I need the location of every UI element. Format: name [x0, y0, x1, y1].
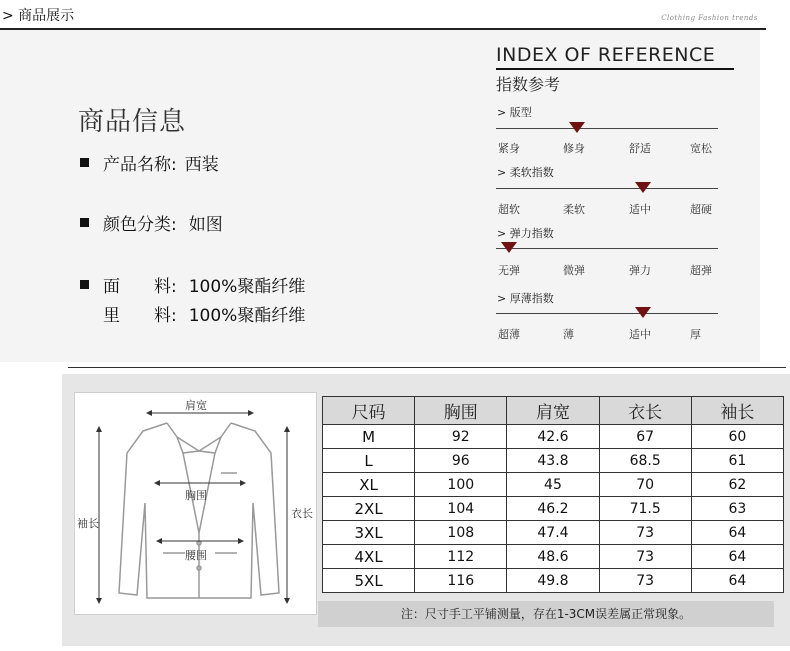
sleeve-label: 袖长 — [77, 517, 99, 530]
scale-marker-icon — [635, 182, 651, 193]
measurement-cell: 48.6 — [507, 545, 599, 569]
scale-tick-label: 超硬 — [690, 203, 712, 216]
scale-track — [496, 248, 718, 249]
shoulder-label: 肩宽 — [185, 399, 207, 412]
table-header-row — [323, 397, 784, 425]
measurement-cell: 60 — [691, 425, 783, 449]
scale-title: > 版型 — [497, 106, 532, 119]
info-value: 100%聚酯纤维 — [188, 277, 306, 297]
measurement-cell: 112 — [415, 545, 507, 569]
size-cell: 2XL — [323, 497, 415, 521]
scale-title: > 弹力指数 — [497, 227, 554, 240]
table-row — [323, 569, 784, 593]
scale-tick-label: 厚 — [690, 328, 701, 341]
measurement-note: 注：尺寸手工平铺测量，存在1-3CM误差属正常现象。 — [318, 601, 774, 627]
measurement-cell: 63 — [691, 497, 783, 521]
scale-tick-label: 薄 — [563, 328, 574, 341]
scale-marker-icon — [569, 122, 585, 133]
jacket-outline-icon — [75, 393, 318, 616]
measurement-cell: 70 — [599, 473, 691, 497]
brand-tagline: Clothing Fashion trends — [661, 14, 758, 22]
waist-label: 腰围 — [185, 549, 207, 562]
column-header: 衣长 — [599, 397, 691, 425]
info-row-name — [80, 150, 219, 175]
measurement-cell: 43.8 — [507, 449, 599, 473]
info-value: 西装 — [184, 155, 219, 175]
info-row-lining — [80, 301, 305, 326]
size-cell: 5XL — [323, 569, 415, 593]
bullet-icon — [80, 280, 89, 289]
size-cell: L — [323, 449, 415, 473]
info-row-fabric — [80, 272, 305, 297]
info-value: 100%聚酯纤维 — [188, 306, 306, 326]
scale-tick-label: 适中 — [629, 328, 651, 341]
info-label: 面 料: — [103, 277, 177, 297]
measurement-cell: 46.2 — [507, 497, 599, 521]
measurement-cell: 64 — [691, 545, 783, 569]
index-title-en: INDEX OF REFERENCE — [496, 44, 716, 66]
product-info-title: 商品信息 — [78, 107, 187, 137]
measurement-cell: 71.5 — [599, 497, 691, 521]
measurement-cell: 47.4 — [507, 521, 599, 545]
bullet-icon — [80, 158, 89, 167]
info-value: 如图 — [188, 215, 223, 235]
measurement-cell: 42.6 — [507, 425, 599, 449]
scale-tick-label: 柔软 — [563, 203, 585, 216]
scale-tick-label: 无弹 — [498, 264, 520, 277]
size-cell: 3XL — [323, 521, 415, 545]
table-row — [323, 497, 784, 521]
measurement-cell: 73 — [599, 545, 691, 569]
scale-tick-label: 适中 — [629, 203, 651, 216]
measurement-cell: 108 — [415, 521, 507, 545]
measurement-cell: 104 — [415, 497, 507, 521]
measurement-cell: 100 — [415, 473, 507, 497]
scale-tick-label: 微弹 — [563, 264, 585, 277]
scale-tick-label: 弹力 — [629, 264, 651, 277]
info-label: 产品名称: — [103, 155, 177, 175]
scale-track — [496, 188, 718, 189]
size-cell: 4XL — [323, 545, 415, 569]
measurement-cell: 73 — [599, 521, 691, 545]
scale-tick-label: 宽松 — [690, 142, 712, 155]
measurement-cell: 73 — [599, 569, 691, 593]
bullet-icon — [80, 218, 89, 227]
measurement-cell: 61 — [691, 449, 783, 473]
section-title: > 商品展示 — [2, 8, 75, 24]
size-cell: M — [323, 425, 415, 449]
scale-marker-icon — [501, 242, 517, 253]
chest-label: 胸围 — [185, 489, 207, 502]
info-row-color — [80, 210, 223, 235]
measurement-cell: 96 — [415, 449, 507, 473]
info-label: 颜色分类: — [103, 215, 177, 235]
measurement-cell: 67 — [599, 425, 691, 449]
info-label: 里 料: — [103, 306, 177, 326]
scale-title: > 柔软指数 — [497, 166, 554, 179]
scale-tick-label: 超弹 — [690, 264, 712, 277]
index-title-cn: 指数参考 — [496, 75, 561, 94]
scale-track — [496, 313, 718, 314]
size-cell: XL — [323, 473, 415, 497]
scale-tick-label: 紧身 — [498, 142, 520, 155]
scale-tick-label: 超软 — [498, 203, 520, 216]
measurement-cell: 68.5 — [599, 449, 691, 473]
scale-title: > 厚薄指数 — [497, 292, 554, 305]
table-row — [323, 521, 784, 545]
length-label: 衣长 — [291, 507, 313, 520]
scale-track — [496, 128, 718, 129]
scale-tick-label: 舒适 — [629, 142, 651, 155]
column-header: 袖长 — [691, 397, 783, 425]
measurement-cell: 62 — [691, 473, 783, 497]
section-divider — [68, 367, 786, 368]
measurement-cell: 45 — [507, 473, 599, 497]
column-header: 肩宽 — [507, 397, 599, 425]
measurement-diagram — [74, 392, 317, 615]
size-table-body — [323, 425, 784, 593]
table-row — [323, 449, 784, 473]
size-table — [322, 396, 784, 593]
measurement-cell: 116 — [415, 569, 507, 593]
measurement-cell: 49.8 — [507, 569, 599, 593]
measurement-cell: 92 — [415, 425, 507, 449]
column-header: 尺码 — [323, 397, 415, 425]
scale-marker-icon — [635, 307, 651, 318]
index-divider — [496, 68, 734, 70]
scale-tick-label: 超薄 — [498, 328, 520, 341]
table-row — [323, 545, 784, 569]
table-row — [323, 425, 784, 449]
measurement-cell: 64 — [691, 521, 783, 545]
measurement-cell: 64 — [691, 569, 783, 593]
scale-tick-label: 修身 — [563, 142, 585, 155]
table-row — [323, 473, 784, 497]
column-header: 胸围 — [415, 397, 507, 425]
